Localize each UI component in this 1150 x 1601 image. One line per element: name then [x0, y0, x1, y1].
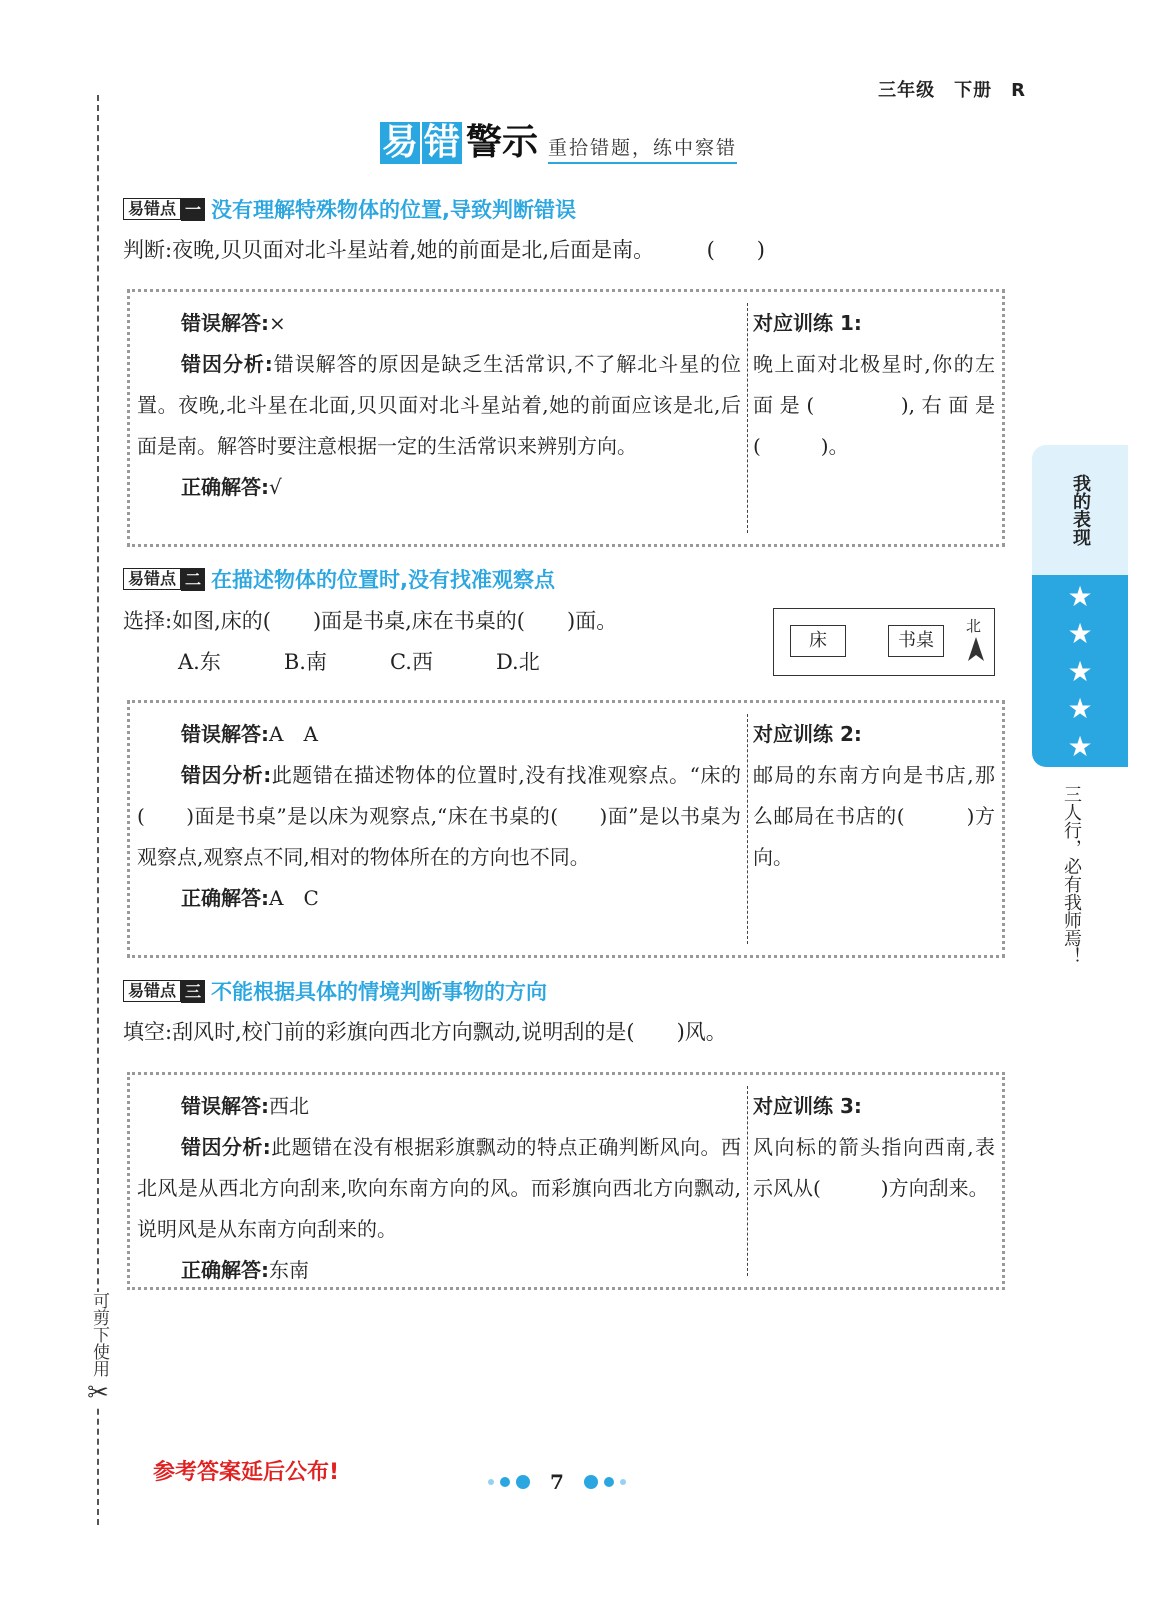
bed-desk-figure: [773, 608, 995, 676]
section-3-question: 填空:刮风时,校门前的彩旗向西北方向飘动,说明刮的是( )风。: [123, 1020, 727, 1044]
section-1-question: 判断:夜晚,贝贝面对北斗星站着,她的前面是北,后面是南。 ( ): [123, 238, 765, 262]
performance-sidebar: [1032, 445, 1128, 767]
star-icon[interactable]: ★: [1067, 729, 1093, 763]
training-title: 对应训练 2:: [753, 722, 862, 746]
desk-label: 书桌: [888, 625, 944, 657]
tag-number: 一: [181, 198, 205, 221]
tag-title: 不能根据具体的情境判断事物的方向: [211, 980, 548, 1004]
star-rating[interactable]: [1032, 575, 1128, 767]
page-number-text: 7: [550, 1470, 564, 1494]
motto: [1058, 785, 1084, 965]
tag-number: 三: [181, 980, 205, 1003]
analysis-label: 错因分析:: [181, 1135, 271, 1159]
wrong-label: 错误解答:: [181, 722, 269, 746]
correct-label: 正确解答:: [181, 886, 269, 910]
analysis-label: 错因分析:: [181, 352, 273, 376]
wrong-label: 错误解答:: [181, 1094, 269, 1118]
bed-label: 床: [790, 625, 846, 657]
cut-hint: [86, 1292, 110, 1406]
section-3-box: [130, 1075, 1002, 1287]
grade-label: 三年级 下册 R: [878, 80, 1026, 101]
divider: [747, 714, 748, 944]
title-subtitle: 重拾错题，练中察错: [548, 133, 737, 164]
tag-label: 易错点: [123, 568, 181, 590]
divider: [747, 303, 748, 533]
dot-icon: [620, 1479, 626, 1485]
training-title: 对应训练 3:: [753, 1094, 862, 1118]
section-2-options: A.东 B.南 C.西 D.北: [178, 650, 540, 674]
tag-label: 易错点: [123, 980, 181, 1002]
title-box-1: 易: [382, 122, 419, 163]
answer-notice: 参考答案延后公布!: [153, 1460, 340, 1485]
title-main: 警示: [466, 122, 539, 163]
analysis-text: 此题错在描述物体的位置时,没有找准观察点。“床的( )面是书桌”是以床为观察点,“床在书桌的( )面”是以书桌为观察点,观察点不同,相对的物体所在的方向也不同。: [137, 763, 741, 869]
star-icon[interactable]: ★: [1067, 617, 1093, 650]
correct-value: 东南: [269, 1258, 309, 1282]
dot-icon: [604, 1477, 614, 1487]
cut-hint-text: 可剪下使用: [89, 1292, 109, 1377]
north-label: 北: [966, 617, 982, 635]
analysis-text: 此题错在没有根据彩旗飘动的特点正确判断风向。西北风是从西北方向刮来,吹向东南方向的风。而彩旗向西北方向飘动,说明风是从东南方向刮来的。: [137, 1135, 742, 1241]
correct-value: √: [269, 475, 282, 499]
tag-number: 二: [181, 568, 205, 591]
analysis-label: 错因分析:: [181, 763, 272, 787]
wrong-label: 错误解答:: [181, 311, 269, 335]
divider: [747, 1086, 748, 1276]
section-2-box: [130, 703, 1002, 955]
section-1-box: [130, 292, 1002, 544]
star-icon[interactable]: ★: [1067, 579, 1093, 613]
section-2-tag: [123, 567, 555, 591]
dot-icon: [488, 1479, 494, 1485]
page-title: [380, 122, 737, 168]
training-text: 风向标的箭头指向西南,表示风从( )方向刮来。: [753, 1135, 995, 1200]
sidebar-title: 我的表现: [1070, 474, 1091, 546]
training-text: 邮局的东南方向是书店,那么邮局在书店的( )方向。: [753, 763, 995, 869]
wrong-value: ×: [269, 311, 286, 335]
scissors-icon: ✂: [87, 1378, 109, 1408]
training-title: 对应训练 1:: [753, 311, 862, 335]
answer-panel: [137, 303, 741, 508]
page-number: [488, 1470, 626, 1494]
sidebar-title-panel: [1032, 445, 1128, 575]
section-3-tag: [123, 979, 547, 1003]
tag-label: 易错点: [123, 198, 181, 220]
training-panel: [753, 1086, 995, 1209]
dot-icon: [516, 1475, 530, 1489]
section-1-tag: [123, 197, 576, 221]
north-arrow-icon: [967, 637, 985, 661]
dot-icon: [584, 1475, 598, 1489]
motto-text: 三人行，必有我师焉！: [1061, 785, 1082, 965]
section-2-question: 选择:如图,床的( )面是书桌,床在书桌的( )面。: [123, 609, 618, 633]
correct-value: A C: [269, 886, 319, 910]
tag-title: 在描述物体的位置时,没有找准观察点: [211, 568, 556, 592]
answer-panel: [137, 714, 741, 919]
wrong-value: 西北: [269, 1094, 309, 1118]
wrong-value: A A: [269, 722, 318, 746]
answer-panel: [137, 1086, 741, 1291]
star-icon[interactable]: ★: [1067, 654, 1093, 688]
training-panel: [753, 714, 995, 878]
tag-title: 没有理解特殊物体的位置,导致判断错误: [211, 198, 577, 222]
analysis-text: 错误解答的原因是缺乏生活常识,不了解北斗星的位置。夜晚,北斗星在北面,贝贝面对北斗星站着,她的前面应该是北,后面是南。解答时要注意根据一定的生活常识来辨别方向。: [137, 352, 741, 458]
dot-icon: [500, 1477, 510, 1487]
star-icon[interactable]: ★: [1067, 692, 1093, 725]
training-text: 晚上面对北极星时,你的左面是( ),右面是( )。: [753, 352, 995, 458]
training-panel: [753, 303, 995, 467]
correct-label: 正确解答:: [181, 1258, 269, 1282]
title-box-2: 错: [424, 122, 461, 163]
correct-label: 正确解答:: [181, 475, 269, 499]
